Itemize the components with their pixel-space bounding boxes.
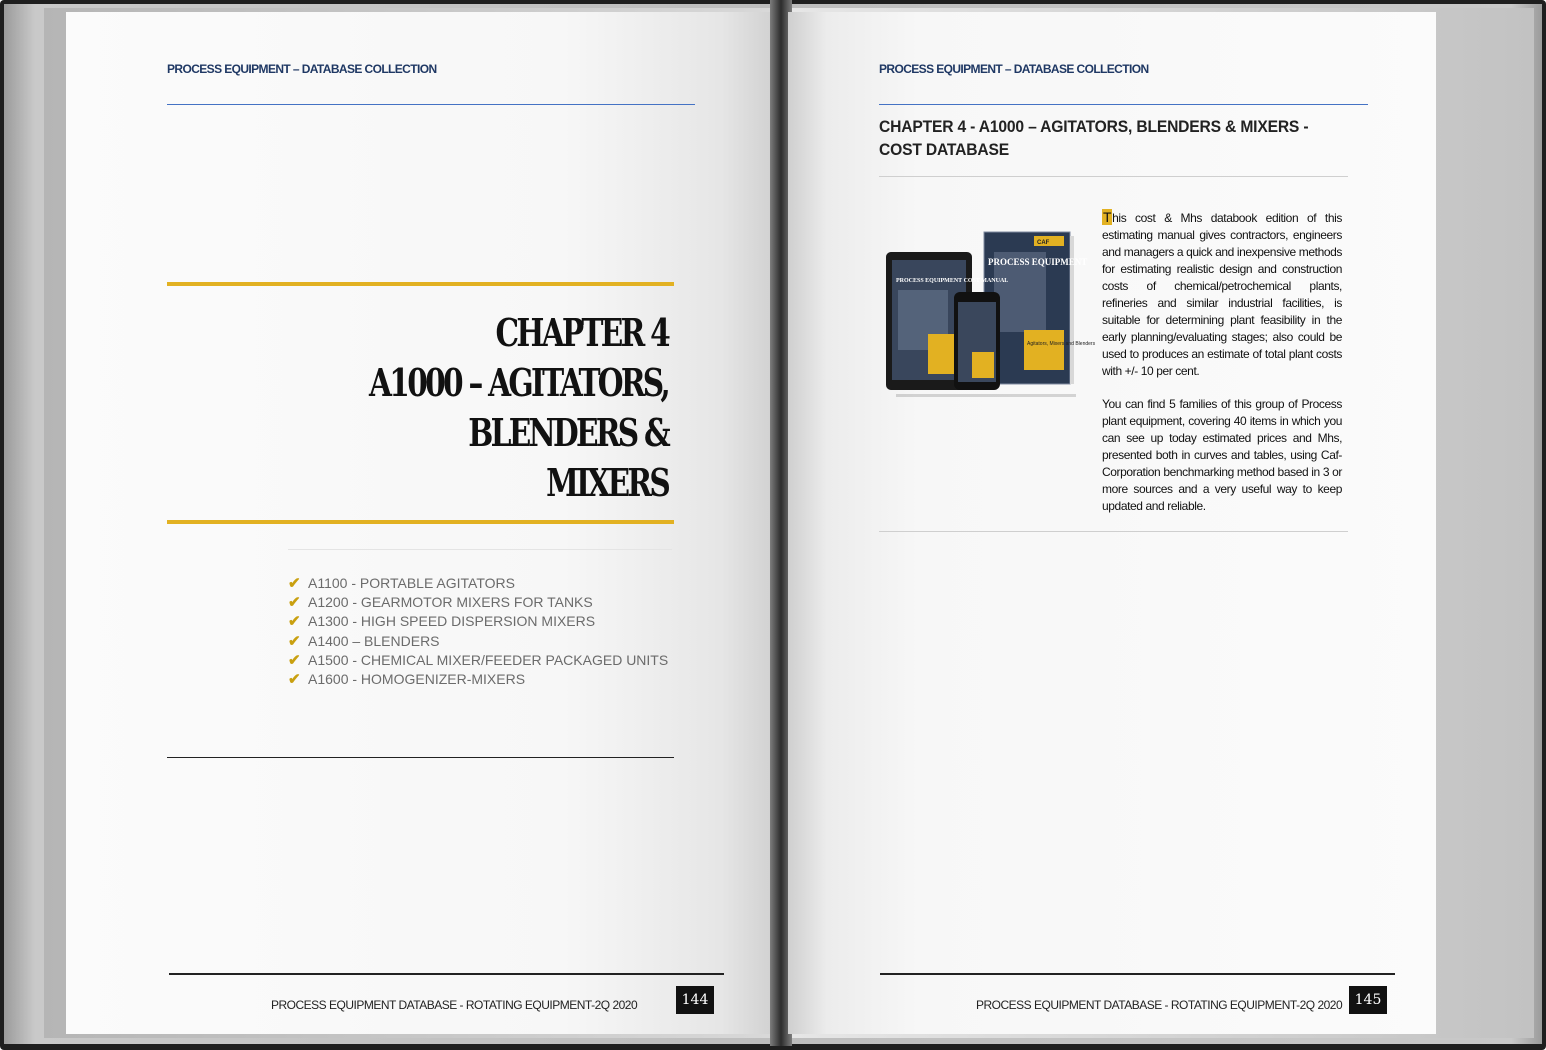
product-image xyxy=(884,230,1096,400)
check-icon: ✔ xyxy=(288,651,301,669)
list-item: ✔ A1300 - HIGH SPEED DISPERSION MIXERS xyxy=(288,613,596,631)
intro-text: his cost & Mhs databook edition of this estimating manual gives contractors, engineers and managers a quick and inexpensive methods for estimating realistic design and construction costs of chemical/petrochemical plants, refineries and similar industrial facilities, is suitable for determining plant feasibility in the early planning/evaluating stages; also could be used to produces an estimate of total plant costs with +/- 10 per cent. xyxy=(1102,211,1342,378)
page-title: CHAPTER 4 - A1000 – AGITATORS, BLENDERS & MIXERS - COST DATABASE xyxy=(879,117,1309,159)
check-icon: ✔ xyxy=(288,632,301,650)
right-page xyxy=(788,12,1436,1034)
book-orange-label xyxy=(1024,330,1064,370)
title-rule xyxy=(879,176,1348,177)
gold-rule-top xyxy=(167,282,674,286)
page-number-left: 144 xyxy=(676,986,714,1014)
footer-text-left: PROCESS EQUIPMENT DATABASE - ROTATING EQUIPMENT-2Q 2020 xyxy=(271,998,638,1012)
chapter-title xyxy=(315,308,668,508)
list-item: ✔ A1100 - PORTABLE AGITATORS xyxy=(288,575,515,592)
contents-rule xyxy=(288,549,672,550)
running-head-left: PROCESS EQUIPMENT – DATABASE COLLECTION xyxy=(167,62,437,76)
contents-list xyxy=(288,574,668,689)
footer-rule-left xyxy=(169,973,724,975)
list-item: ✔ A1600 - HOMOGENIZER-MIXERS xyxy=(288,671,526,689)
intro-paragraph xyxy=(1102,209,1342,380)
book-title-text: PROCESS EQUIPMENT xyxy=(988,257,1088,267)
header-rule-left xyxy=(167,104,695,105)
check-icon: ✔ xyxy=(288,594,301,612)
book-label-text: Agitators, Mixers and Blenders xyxy=(1027,341,1096,347)
check-icon: ✔ xyxy=(288,613,301,631)
svg-text:CAF: CAF xyxy=(1037,240,1050,246)
families-paragraph: You can find 5 families of this group of Process plant equipment, covering 40 items in which you can see up today estimated prices and Mhs, presented both in curves and tables, using Caf-Corporation benchmarking method based in 3 or more sources and a very useful way to keep updated and reliable. xyxy=(1102,397,1342,513)
list-item: ✔ A1200 - GEARMOTOR MIXERS FOR TANKS xyxy=(288,594,593,612)
running-head-right: PROCESS EQUIPMENT – DATABASE COLLECTION xyxy=(879,62,1149,76)
check-icon: ✔ xyxy=(288,671,301,689)
gold-rule-bottom xyxy=(167,520,674,524)
footer-rule-right xyxy=(880,973,1395,975)
section-end-rule-right xyxy=(879,531,1348,532)
chapter-title-line-1: CHAPTER 4 xyxy=(495,310,668,355)
chapter-title-line-3: MIXERS xyxy=(546,460,668,505)
footer-text-right: PROCESS EQUIPMENT DATABASE - ROTATING EQUIPMENT-2Q 2020 xyxy=(976,998,1343,1012)
chapter-title-line-2: A1000 – AGITATORS, BLENDERS & xyxy=(369,360,668,455)
section-end-rule xyxy=(167,757,674,758)
list-item: ✔ A1500 - CHEMICAL MIXER/FEEDER PACKAGED UNITS xyxy=(288,651,669,669)
page-number-right: 145 xyxy=(1349,986,1387,1014)
left-page xyxy=(66,12,778,1034)
tablet-title-text: PROCESS EQUIPMENT COST MANUAL xyxy=(896,278,1009,284)
drop-cap: T xyxy=(1103,209,1112,225)
header-rule-right xyxy=(879,104,1368,105)
check-icon: ✔ xyxy=(288,575,301,592)
list-item: ✔ A1400 – BLENDERS xyxy=(288,632,440,650)
